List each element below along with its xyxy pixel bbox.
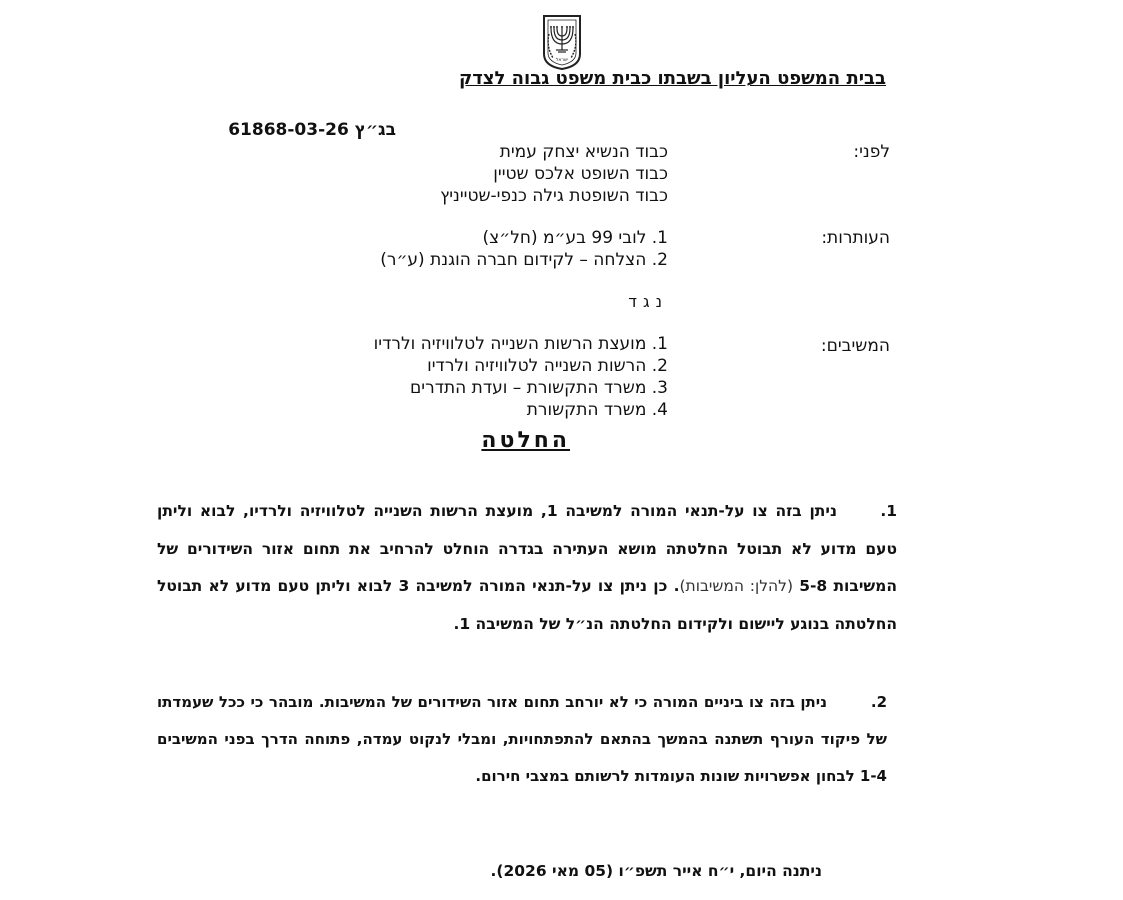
case-number: בג״ץ 61868-03-26: [228, 120, 396, 140]
respondent-item: 2. הרשות השנייה לטלוויזיה ולרדיו: [427, 356, 668, 376]
respondent-item: 1. מועצת הרשות השנייה לטלוויזיה ולרדיו: [373, 334, 668, 354]
versus-label: נגד: [628, 292, 668, 311]
court-name: בבית המשפט העליון בשבתו כבית משפט גבוה לצדק: [458, 68, 886, 89]
petitioner-item: 2. הצלחה – לקידום חברה הוגנת (ע״ר): [380, 250, 668, 270]
paragraph-text: . כן ניתן צו על-תנאי המורה למשיבה 3 לבוא וליתן טעם מדוע לא תבוטל החלטתה בנוגע ליישום ולקידום החלטתה הנ״ל של המשיבה 1.: [157, 577, 897, 633]
respondent-item: 3. משרד התקשורת – ועדת התדרים: [410, 378, 668, 398]
judge-name: כבוד השופט אלכס שטיין: [493, 164, 668, 184]
paragraph-text: ניתן בזה צו על-תנאי המורה למשיבה 1, מועצת הרשות השנייה לטלוויזיה ולרדיו, לבוא וליתן טעם מדוע לא תבוטל החלטתה מושא העתירה בגדרה הוחלט להרחיב את תחום אזור השידורים של המשיבות 5-8: [157, 502, 897, 595]
petitioners-list: [300, 227, 668, 271]
judges-list: [300, 141, 668, 207]
respondent-item: 4. משרד התקשורת: [526, 400, 668, 420]
paragraph-number: 2.: [870, 693, 887, 711]
given-date: ניתנה היום, י״ח אייר תשפ״ו (05 מאי 2026).: [490, 862, 822, 880]
state-emblem-icon: [541, 14, 583, 70]
judge-name: כבוד השופטת גילה כנפי-שטייניץ: [440, 186, 668, 206]
respondents-list: [300, 333, 668, 421]
paragraph-note: (להלן: המשיבות): [679, 577, 793, 595]
decision-paragraph-1: [157, 493, 897, 643]
decision-paragraph-2: [157, 684, 887, 795]
paragraph-number: 1.: [880, 502, 897, 520]
respondents-label: המשיבים:: [820, 336, 890, 356]
decision-title: החלטה: [481, 428, 570, 453]
paragraph-text: ניתן בזה צו ביניים המורה כי לא יורחב תחום אזור השידורים של המשיבות. מובהר כי ככל שעמדתו של פיקוד העורף תשתנה בהמשך בהתאם להתפתחויות, ומבלי לנקוט עמדה, פתוחה הדרך בפני המשיבים 1-4 לבחון אפשרויות שונות העומדות לרשותם במצבי חירום.: [157, 693, 887, 785]
emblem-text: ישראל: [555, 58, 569, 63]
judges-label: לפני:: [853, 142, 890, 162]
judge-name: כבוד הנשיא יצחק עמית: [499, 142, 668, 162]
petitioner-item: 1. לובי 99 בע״מ (חל״צ): [482, 228, 668, 248]
petitioners-label: העותרות:: [821, 228, 890, 248]
